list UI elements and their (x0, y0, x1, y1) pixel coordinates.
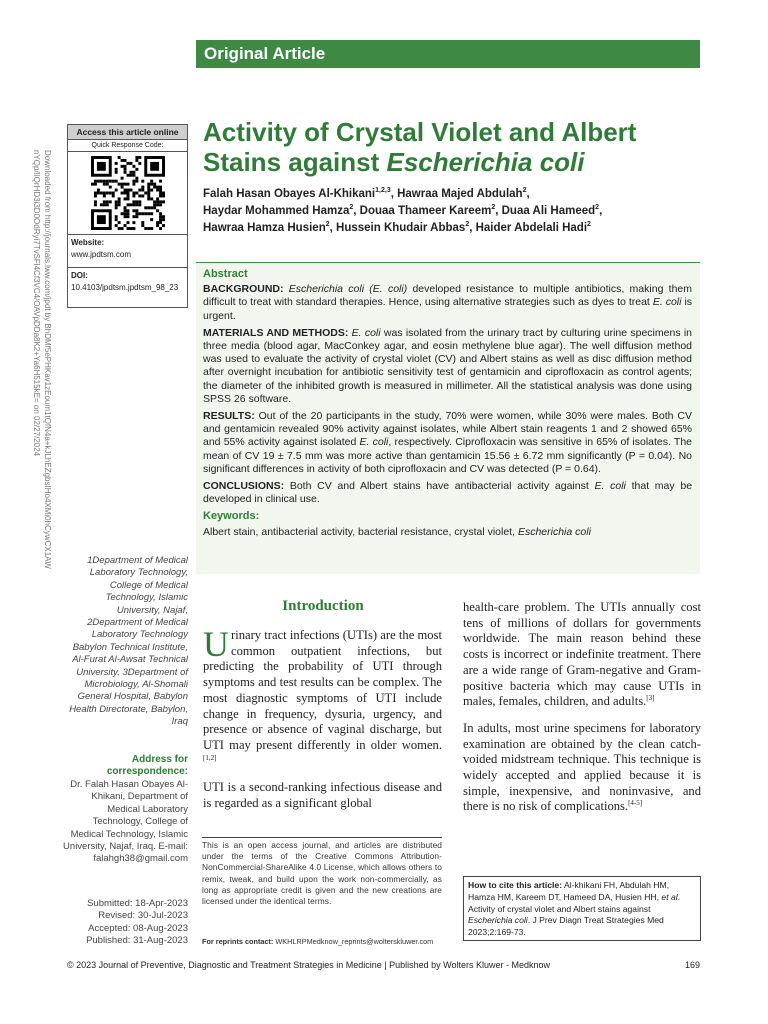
download-watermark-text: Downloaded from http://journals.lww.com/jpdt by BhDMf5ePHKav1zEoum1tQfN4a+kJLhEZgbsIHo4XMi0hCywCX1AW nYQp/IlQrHD3i3D0OdRyi7TvSFl4Cf3VC4/OAVpDDa8K2+Ya6H515kE= on 02/27/2024 (32, 150, 52, 569)
abstract-background: BACKGROUND: Escherichia coli (E. coli) developed resistance to multiple antibiotics, making them difficult to treat with standard therapies. Hence, using alternative strategies such as dyes to treat E. coli is urgent. (203, 283, 693, 322)
license-text: This is an open access journal, and articles are distributed under the terms of the Creative Commons Attribution-NonCommercial-ShareAlike 4.0 License, which allows others to remix, tweak, and build upon the work non-commercially, as long as appropriate credit is given and the new creations are licensed under the identical terms. (202, 840, 442, 907)
body-column-left (203, 624, 442, 823)
title-line-1: Activity of Crystal Violet and Albert (203, 117, 637, 147)
article-title (203, 117, 703, 177)
website-block (68, 235, 187, 268)
citation-box: How to cite this article: Al-khikani FH, Abdulah HM, Hamza HM, Kareem DT, Hameed DA, Husien HH, et al. Activity of crystal violet and Albert stains against Escherichia coli. J Prev Diagn Treat Strategies Med 2023;2:169-73. (463, 876, 701, 941)
citation-label: How to cite this article: (468, 880, 563, 890)
qr-code-icon (91, 156, 165, 230)
qr-label: Quick Response Code: (68, 140, 187, 152)
author-list (203, 186, 703, 237)
reprints-contact (202, 937, 442, 946)
date-revised: Revised: 30-Jul-2023 (98, 910, 188, 922)
article-type-banner: Original Article (196, 40, 700, 68)
intro-paragraph-1: Urinary tract infections (UTIs) are the most common outpatient infections, but predicting the probability of UTI through symptoms and test results can be complex. The most diagnostic symptoms of UTI include change in frequency, dysuria, urgency, and presence or absence of vaginal discharge, but UTI may present differently in older women.[1,2] (203, 624, 442, 762)
reprints-label: For reprints contact: (202, 937, 274, 946)
footer-journal: © 2023 Journal of Preventive, Diagnostic and Treatment Strategies in Medicine | Published by Wolters Kluwer - Medknow (67, 960, 551, 970)
author-line-1: Falah Hasan Obayes Al-Khikani$^{1,2,3}$, Hawraa Majed Abdulah$^2$, (203, 187, 530, 200)
website-label: Website: (71, 238, 105, 247)
date-accepted: Accepted: 08-Aug-2023 (88, 922, 188, 934)
date-published: Published: 31-Aug-2023 (86, 935, 188, 947)
citation-ref[interactable]: [4-5] (628, 799, 643, 808)
website-link[interactable]: www.jpdtsm.com (71, 250, 132, 259)
correspondence-heading: Address for correspondence: (106, 754, 188, 778)
abstract-results: RESULTS: Out of the 20 participants in the study, 70% were women, while 30% were males. Both CV and gentamicin revealed 90% activity against isolates, while Albert stain reagents 1 and 2 showed 65% and 55% activity against isolated E. coli, respectively. Ciprofloxacin was sensitive in 65% of isolates. The mean of CV 19 ± 7.5 mm was more active than gentamicin 15.56 ± 6.72 mm significantly (P = 0.04). No significant differences in activity of both ciprofloxacin and CV was detected (P = 0.64). (203, 410, 693, 475)
drop-cap: U (203, 624, 229, 664)
page-number: 169 (684, 960, 700, 970)
author-line-2: Haydar Mohammed Hamza$^2$, Douaa Thameer Kareem$^2$, Duaa Ali Hameed$^2$, (203, 204, 603, 217)
intro-paragraph-2: UTI is a second-ranking infectious disease and is regarded as a significant global (203, 780, 442, 811)
license-rule (202, 837, 442, 838)
abstract-heading: Abstract (203, 268, 248, 280)
reprints-email[interactable]: WKHLRPMedknow_reprints@wolterskluwer.com (275, 937, 434, 946)
abstract-section (196, 263, 700, 574)
access-box-title: Access this article online (68, 125, 187, 140)
article-dates (62, 898, 188, 948)
correspondence-details: Dr. Falah Hasan Obayes Al-Khikani, Department of Medical Laboratory Technology, College of Medical Technology, Islamic University, Najaf, Iraq. E-mail: falahgh38@gmail.com (63, 779, 188, 865)
title-species: Escherichia coli (386, 147, 585, 177)
intro-paragraph-3: health-care problem. The UTIs annually cost tens of millions of dollars for governments worldwide. The main reason behind these costs is incorrect or indefinite treatment. There are a wide range of Gram-negative and Gram-positive bacteria which may cause UTIs in males, females, children, and adults.[3] (463, 600, 701, 709)
abstract-conclusions: CONCLUSIONS: Both CV and Albert stains have antibacterial activity against E. coli that may be developed in clinical use. (203, 480, 693, 506)
download-watermark (5, 150, 53, 670)
doi-block (68, 268, 187, 296)
body-column-right (463, 600, 701, 826)
access-online-box (67, 124, 188, 308)
citation-ref[interactable]: [3] (646, 694, 655, 703)
author-line-3: Hawraa Hamza Husien$^2$, Hussein Khudair Abbas$^2$, Haider Abdelali Hadi$^2$ (203, 221, 591, 234)
introduction-heading: Introduction (282, 598, 364, 614)
page-footer (67, 960, 700, 970)
intro-paragraph-4: In adults, most urine specimens for laboratory examination are obtained by the clean catch-voided midstream technique. This technique is widely accepted and applied because it is simple, inexpensive, and noninvasive, and there is no risk of complications.[4-5] (463, 720, 701, 814)
abstract-methods: MATERIALS AND METHODS: E. coli was isolated from the urinary tract by culturing urine specimens in three media (blood agar, MacConkey agar, and eosin methylene blue agar). The well diffusion method was used to evaluate the activity of crystal violet (CV) and Albert stains as well as disc diffusion method after overnight incubation for antibiotic sensitivity test of gentamicin and ciprofloxacin as control agents; the diameter of the inhibited growth is measured in millimeter. All the statistical analysis was done using SPSS 26 software. (203, 326, 693, 405)
qr-code[interactable] (68, 152, 187, 235)
affiliations: 1Department of Medical Laboratory Technology, College of Medical Technology, Islamic University, Najaf, 2Department of Medical Laboratory Technology Babylon Technical Institute, Al-Furat Al-Awsat Technical University, 3Department of Microbiology, Al-Shomali General Hospital, Babylon Health Directorate, Babylon, Iraq (69, 555, 188, 728)
title-line-2: Stains against (203, 147, 387, 177)
doi-label: DOI: (71, 271, 88, 280)
keywords-heading: Keywords: (203, 510, 260, 523)
doi-link[interactable]: 10.4103/jpdtsm.jpdtsm_98_23 (71, 283, 179, 292)
citation-ref[interactable]: [1,2] (203, 753, 217, 762)
date-submitted: Submitted: 18-Apr-2023 (87, 898, 188, 909)
keywords-list: Albert stain, antibacterial activity, bacterial resistance, crystal violet, Escherichia coli (203, 525, 591, 538)
